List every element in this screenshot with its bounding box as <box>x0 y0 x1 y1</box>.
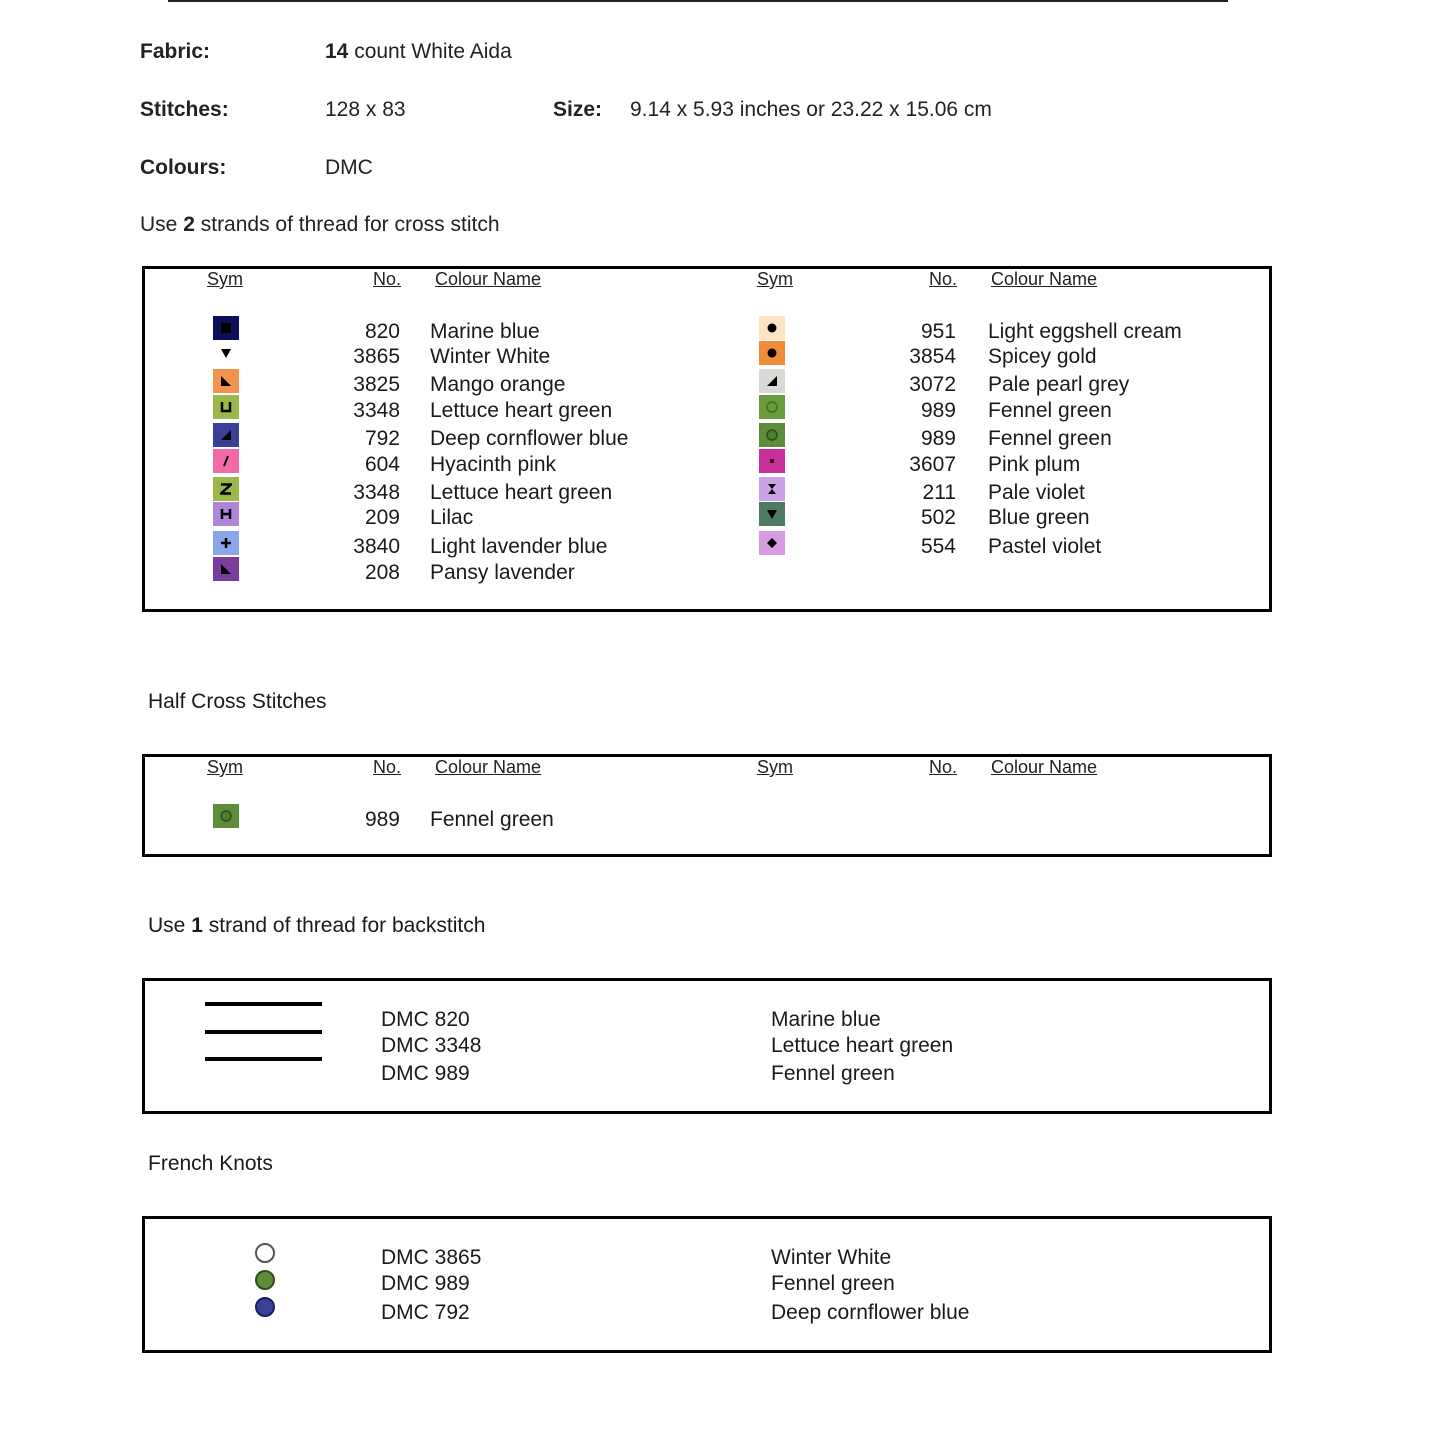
colour-name: Hyacinth pink <box>430 453 557 476</box>
colours-label: Colours: <box>140 156 227 179</box>
corner-triangle-icon <box>220 563 232 575</box>
colour-number: 554 <box>920 535 956 558</box>
french-knots-title: French Knots <box>148 1152 273 1175</box>
dot-outline-icon <box>765 428 779 442</box>
colour-name: Pink plum <box>988 453 1081 476</box>
french-knot-name: Winter White <box>771 1246 892 1269</box>
hc-header-no-right: No. <box>929 757 958 777</box>
french-knot-icon <box>255 1297 275 1317</box>
strands-count: 2 <box>183 213 195 236</box>
colour-number: 989 <box>920 427 956 450</box>
letter-z-icon <box>220 483 232 495</box>
circle-outline-icon <box>765 400 779 414</box>
symbol-swatch <box>759 449 785 473</box>
half-cross-key-box <box>142 754 1272 857</box>
colour-number: 3348 <box>353 399 400 422</box>
wedge-icon <box>766 375 778 387</box>
french-knot-code: DMC 989 <box>381 1272 470 1295</box>
colour-number: 792 <box>364 427 400 450</box>
colour-name: Light eggshell cream <box>988 320 1182 343</box>
stitches-value: 128 x 83 <box>325 98 406 121</box>
backstitch-line-2 <box>205 1030 322 1034</box>
symbol-swatch <box>213 369 239 393</box>
small-dot-icon <box>766 455 778 467</box>
colour-number: 3840 <box>353 535 400 558</box>
slash-icon <box>220 455 232 467</box>
colour-number: 604 <box>364 453 400 476</box>
colour-number: 3854 <box>909 345 956 368</box>
col-header-name-left: Colour Name <box>435 269 542 289</box>
colour-name: Lettuce heart green <box>430 481 613 504</box>
symbol-swatch <box>759 341 785 365</box>
colour-name: Fennel green <box>988 399 1112 422</box>
top-rule <box>168 0 1228 2</box>
colour-name: Fennel green <box>988 427 1112 450</box>
size-label: Size: <box>553 98 603 121</box>
colour-number: 3825 <box>353 373 400 396</box>
symbol-swatch <box>213 449 239 473</box>
colour-number: 989 <box>920 399 956 422</box>
colour-name: Pastel violet <box>988 535 1102 558</box>
symbol-swatch <box>759 502 785 526</box>
backstitch-line-3 <box>205 1057 322 1061</box>
triangle-down-icon <box>220 347 232 359</box>
size-value: 9.14 x 5.93 inches or 23.22 x 15.06 cm <box>630 98 992 121</box>
square-icon <box>220 322 232 334</box>
backstitch-code: DMC 820 <box>381 1008 470 1031</box>
hourglass-icon <box>766 483 778 495</box>
diamond-icon <box>766 537 778 549</box>
colour-number: 502 <box>920 506 956 529</box>
french-knots-key-box <box>142 1216 1272 1353</box>
colour-name: Spicey gold <box>988 345 1097 368</box>
colour-number: 3607 <box>909 453 956 476</box>
french-knot-icon <box>255 1270 275 1290</box>
french-knot-name: Fennel green <box>771 1272 895 1295</box>
colour-name: Lilac <box>430 506 474 529</box>
colour-name: Blue green <box>988 506 1090 529</box>
dot-outline-icon <box>219 809 233 823</box>
backstitch-name: Marine blue <box>771 1008 881 1031</box>
symbol-swatch <box>759 423 785 447</box>
colour-name: Pale violet <box>988 481 1085 504</box>
symbol-swatch <box>759 369 785 393</box>
col-header-sym-right: Sym <box>757 269 793 289</box>
symbol-swatch <box>759 316 785 340</box>
colour-number: 3348 <box>353 481 400 504</box>
fabric-count: 14 <box>325 40 349 63</box>
backstitch-line-1 <box>205 1002 322 1006</box>
colour-name: Marine blue <box>430 320 540 343</box>
triangle-down-icon <box>766 508 778 520</box>
colour-name: Light lavender blue <box>430 535 608 558</box>
french-knot-code: DMC 792 <box>381 1301 470 1324</box>
letter-u-icon <box>220 401 232 413</box>
fabric-value <box>325 40 512 64</box>
symbol-swatch <box>213 341 239 365</box>
hc-header-name-right: Colour Name <box>991 757 1098 777</box>
strands-pre: Use <box>140 213 178 236</box>
half-cross-title: Half Cross Stitches <box>148 690 327 713</box>
hc-header-sym-left: Sym <box>207 757 243 777</box>
symbol-swatch <box>759 395 785 419</box>
french-knot-icon <box>255 1243 275 1263</box>
backstitch-name: Fennel green <box>771 1062 895 1085</box>
colour-name: Winter White <box>430 345 551 368</box>
wedge-icon <box>220 429 232 441</box>
backstitch-code: DMC 3348 <box>381 1034 482 1057</box>
colours-value: DMC <box>325 156 373 179</box>
symbol-swatch <box>213 477 239 501</box>
corner-triangle-icon <box>220 375 232 387</box>
backstitch-title-post: strand of thread for backstitch <box>208 914 486 937</box>
symbol-swatch <box>213 423 239 447</box>
colour-name: Lettuce heart green <box>430 399 613 422</box>
backstitch-title-pre: Use <box>148 914 186 937</box>
colour-name: Pansy lavender <box>430 561 575 584</box>
col-header-sym-left: Sym <box>207 269 243 289</box>
strands-instruction <box>140 213 500 237</box>
colour-number: 211 <box>922 481 956 504</box>
fabric-label: Fabric: <box>140 40 211 63</box>
colour-name: Mango orange <box>430 373 566 396</box>
cross-icon <box>220 537 232 549</box>
colour-number: 209 <box>364 506 400 529</box>
stitches-label: Stitches: <box>140 98 229 121</box>
hc-header-no-left: No. <box>373 757 402 777</box>
symbol-swatch <box>213 804 239 828</box>
col-header-name-right: Colour Name <box>991 269 1098 289</box>
backstitch-code: DMC 989 <box>381 1062 470 1085</box>
symbol-swatch <box>759 477 785 501</box>
colour-name: Pale pearl grey <box>988 373 1130 396</box>
colour-number: 989 <box>364 808 400 831</box>
cross-stitch-key-box <box>142 266 1272 612</box>
backstitch-key-box <box>142 978 1272 1114</box>
french-knot-name: Deep cornflower blue <box>771 1301 970 1324</box>
symbol-swatch <box>213 557 239 581</box>
hc-header-name-left: Colour Name <box>435 757 542 777</box>
strands-post: strands of thread for cross stitch <box>200 213 500 236</box>
symbol-swatch <box>213 531 239 555</box>
backstitch-title <box>148 914 485 938</box>
symbol-swatch <box>759 531 785 555</box>
colour-name: Fennel green <box>430 808 554 831</box>
colour-number: 3865 <box>353 345 400 368</box>
symbol-swatch <box>213 395 239 419</box>
symbol-swatch <box>213 316 239 340</box>
hc-header-sym-right: Sym <box>757 757 793 777</box>
col-header-no-left: No. <box>373 269 402 289</box>
french-knot-code: DMC 3865 <box>381 1246 482 1269</box>
colour-number: 3072 <box>909 373 956 396</box>
colour-number: 820 <box>364 320 400 343</box>
colour-number: 208 <box>364 561 400 584</box>
dot-icon <box>766 322 778 334</box>
symbol-swatch <box>213 502 239 526</box>
dot-icon <box>766 347 778 359</box>
colour-name: Deep cornflower blue <box>430 427 629 450</box>
col-header-no-right: No. <box>929 269 958 289</box>
backstitch-name: Lettuce heart green <box>771 1034 954 1057</box>
backstitch-title-count: 1 <box>191 914 203 937</box>
colour-number: 951 <box>920 320 956 343</box>
fabric-rest: count White Aida <box>354 40 512 63</box>
letter-h-icon <box>220 508 232 520</box>
